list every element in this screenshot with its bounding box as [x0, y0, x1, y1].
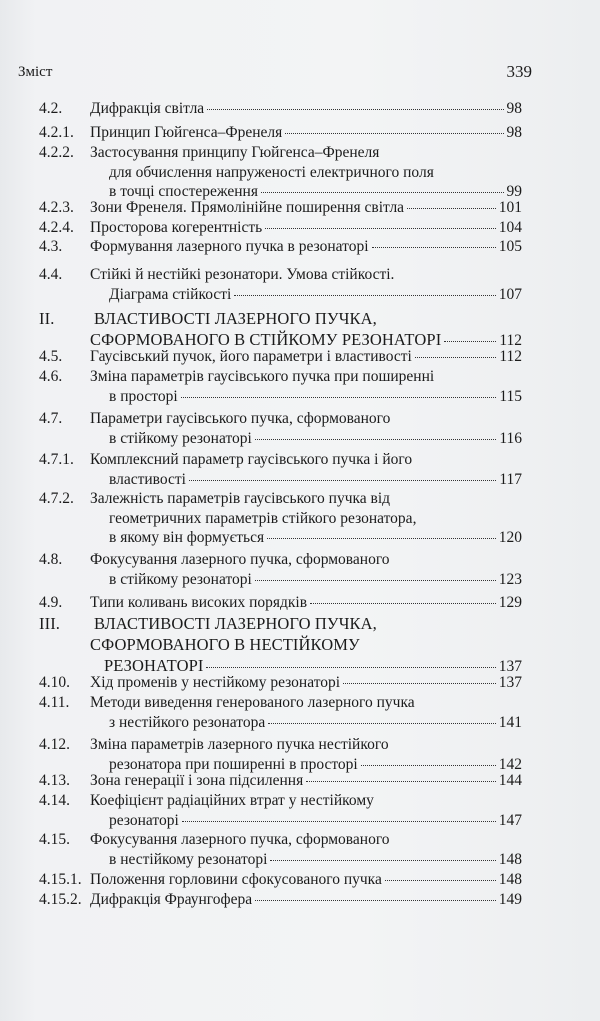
toc-entry-title-line: СФОРМОВАНОГО В НЕСТІЙКОМУ — [90, 635, 360, 654]
toc-entry-last-line — [90, 891, 522, 909]
toc-entry-title-line: Зона генерації і зона підсилення — [90, 772, 304, 789]
dot-leader — [343, 683, 496, 684]
toc-entry-title-line: Дифракція Фраунгофера — [90, 891, 253, 908]
dot-leader — [182, 821, 496, 822]
toc-entry-title-line: Фокусування лазерного пучка, сформованого — [90, 831, 390, 848]
toc-entry-page: 105 — [498, 238, 522, 255]
toc-entry-page: 137 — [498, 674, 522, 691]
toc-entry-page: 115 — [499, 387, 522, 405]
toc-entry-title-line: Зміна параметрів гаусівського пучка при поширенні — [90, 368, 435, 385]
toc-entry-title-line: Типи коливань високих порядків — [90, 594, 308, 611]
toc-entry-page: 148 — [498, 850, 522, 868]
toc-entry-title-line: Застосування принципу Гюйгенса–Френеля — [90, 144, 380, 161]
toc-entry-page: 147 — [498, 811, 522, 829]
toc-entry-number: 4.7.2. — [39, 490, 74, 507]
toc-entry-number: 4.14. — [39, 792, 70, 809]
toc-entry-title-line: Формування лазерного пучка в резонаторі — [90, 238, 369, 255]
toc-entry-last-line — [109, 388, 522, 406]
toc-entry-last-line — [109, 714, 522, 732]
toc-entry-number: II. — [39, 309, 55, 328]
dot-leader — [181, 397, 497, 398]
dot-leader — [189, 480, 496, 481]
dot-leader — [415, 357, 496, 358]
toc-entry-number: 4.6. — [39, 368, 63, 385]
toc-entry-last-line — [90, 594, 522, 612]
toc-entry-page: 120 — [498, 529, 522, 547]
toc-entry-title-line: геометричних параметрів стійкого резонатора, — [109, 509, 417, 527]
toc-entry-title-line: СФОРМОВАНОГО В СТІЙКОМУ РЕЗОНАТОРІ — [90, 330, 442, 349]
toc-entry-title-line: Дифракція світла — [90, 100, 205, 117]
toc-entry-title-line: Залежність параметрів гаусівського пучка від — [90, 490, 391, 507]
toc-entry-title-line: Положення горловини сфокусованого пучка — [90, 871, 382, 888]
toc-entry-last-line — [90, 219, 522, 237]
dot-leader — [268, 723, 496, 724]
dot-leader — [255, 580, 496, 581]
toc-entry-title-line: Параметри гаусівського пучка, сформованого — [90, 410, 391, 427]
toc-entry-last-line — [90, 330, 522, 350]
toc-entry-last-line — [109, 851, 522, 869]
toc-entry-page: 107 — [498, 285, 522, 303]
toc-entry-page: 99 — [506, 183, 522, 201]
toc-entry-title-line: з нестійкого резонатора — [109, 713, 266, 731]
toc-entry-page: 116 — [499, 429, 522, 447]
toc-entry-title-line: Зміна параметрів лазерного пучка нестійкого — [90, 736, 389, 753]
page-number: 339 — [506, 62, 532, 81]
toc-entry-page: 137 — [498, 658, 522, 675]
dot-leader — [372, 247, 496, 248]
toc-entry-title-line: Коефіцієнт радіаційних втрат у нестійкому — [90, 792, 374, 809]
toc-entry-last-line — [90, 348, 522, 366]
toc-entry-last-line — [90, 674, 522, 692]
toc-entry-title-line: резонатора при поширенні в просторі — [109, 755, 358, 773]
toc-entry-page: 142 — [498, 755, 522, 773]
toc-entry-title-line: Стійкі й нестійкі резонатори. Умова стійкості. — [90, 266, 395, 283]
toc-entry-title-line: Просторова когерентність — [90, 219, 263, 236]
toc-entry-title-line: в нестійкому резонаторі — [109, 850, 268, 868]
toc-entry-last-line — [90, 124, 522, 142]
section-title: Зміст — [18, 64, 53, 80]
toc-entry-title-line: ВЛАСТИВОСТІ ЛАЗЕРНОГО ПУЧКА, — [94, 614, 377, 633]
toc-entry-title-line: Гаусівський пучок, його параметри і властивості — [90, 348, 412, 365]
dot-leader — [444, 341, 496, 342]
toc-entry-page: 144 — [498, 772, 522, 789]
toc-entry-page: 98 — [506, 100, 522, 117]
toc-entry-number: III. — [39, 614, 61, 633]
dot-leader — [385, 880, 496, 881]
toc-entry-title-line: в стійкому резонаторі — [109, 570, 252, 588]
toc-entry-number: 4.2.1. — [39, 124, 74, 141]
dot-leader — [306, 781, 496, 782]
toc-entry-page: 101 — [498, 199, 522, 216]
toc-entry-last-line — [104, 656, 522, 676]
toc-entry-number: 4.10. — [39, 674, 70, 691]
toc-entry-number: 4.15.2. — [39, 891, 82, 908]
toc-entry-title-line: Діаграма стійкості — [109, 285, 232, 303]
toc-entry-page: 148 — [498, 871, 522, 888]
toc-entry-number: 4.9. — [39, 594, 63, 611]
toc-entry-last-line — [90, 238, 522, 256]
toc-entry-last-line — [109, 471, 522, 489]
toc-entry-last-line — [109, 756, 522, 774]
toc-entry-title-line: ВЛАСТИВОСТІ ЛАЗЕРНОГО ПУЧКА, — [94, 309, 377, 328]
toc-entry-page: 123 — [498, 570, 522, 588]
toc-entry-last-line — [90, 100, 522, 118]
toc-entry-last-line — [90, 871, 522, 889]
toc-entry-title-line: Методи виведення генерованого лазерного пучка — [90, 694, 415, 711]
toc-entry-number: 4.11. — [39, 694, 70, 711]
toc-entry-number: 4.15.1. — [39, 871, 82, 888]
dot-leader — [310, 603, 496, 604]
toc-entry-number: 4.15. — [39, 831, 70, 848]
toc-entry-page: 117 — [499, 470, 522, 488]
toc-entry-title-line: Принцип Гюйгенса–Френеля — [90, 124, 283, 141]
toc-entry-page: 141 — [498, 713, 522, 731]
toc-entry-title-line: Хід променів у нестійкому резонаторі — [90, 674, 341, 691]
toc-entry-title-line: резонаторі — [109, 811, 179, 829]
dot-leader — [267, 538, 496, 539]
toc-entry-number: 4.7. — [39, 410, 63, 427]
toc-entry-number: 4.2.4. — [39, 219, 74, 236]
toc-entry-number: 4.5. — [39, 348, 63, 365]
dot-leader — [270, 860, 495, 861]
toc-entry-number: 4.2.2. — [39, 144, 74, 161]
dot-leader — [407, 208, 496, 209]
dot-leader — [206, 667, 495, 668]
toc-entry-title-line: властивості — [109, 470, 186, 488]
toc-entry-title-line: в стійкому резонаторі — [109, 429, 252, 447]
toc-entry-number: 4.3. — [39, 238, 63, 255]
toc-entry-page: 98 — [506, 124, 522, 141]
toc-entry-page: 112 — [499, 348, 522, 365]
dot-leader — [261, 192, 504, 193]
toc-entry-number: 4.2.3. — [39, 199, 74, 216]
toc-entry-page: 129 — [498, 594, 522, 611]
toc-entry-title-line: Фокусування лазерного пучка, сформованого — [90, 551, 390, 568]
dot-leader — [285, 133, 503, 134]
toc-entry-page: 149 — [498, 891, 522, 908]
dot-leader — [255, 439, 496, 440]
toc-entry-number: 4.7.1. — [39, 451, 74, 468]
toc-entry-number: 4.4. — [39, 266, 63, 283]
dot-leader — [207, 109, 503, 110]
toc-entry-last-line — [90, 772, 522, 790]
toc-entry-last-line — [109, 430, 522, 448]
toc-entry-number: 4.2. — [39, 100, 63, 117]
toc-entry-title-line: Комплексний параметр гаусівського пучка і його — [90, 451, 413, 468]
toc-entry-title-line: РЕЗОНАТОРІ — [104, 656, 204, 675]
toc-entry-last-line — [109, 529, 522, 547]
toc-entry-last-line — [109, 812, 522, 830]
dot-leader — [361, 765, 496, 766]
dot-leader — [234, 295, 495, 296]
toc-entry-title-line: Зони Френеля. Прямолінійне поширення світла — [90, 199, 405, 216]
toc-entry-last-line — [109, 286, 522, 304]
toc-entry-number: 4.12. — [39, 736, 70, 753]
toc-entry-title-line: в якому він формується — [109, 529, 265, 547]
dot-leader — [255, 900, 496, 901]
toc-entry-last-line — [90, 199, 522, 217]
toc-entry-page: 104 — [498, 219, 522, 236]
toc-entry-title-line: в точці спостереження — [109, 183, 258, 201]
toc-entry-last-line — [109, 571, 522, 589]
toc-entry-number: 4.8. — [39, 551, 63, 568]
toc-entry-page: 112 — [499, 332, 522, 349]
toc-entry-number: 4.13. — [39, 772, 70, 789]
toc-entry-title-line: в просторі — [109, 387, 178, 405]
toc-entry-title-line: для обчислення напруженості електричного поля — [109, 163, 434, 181]
dot-leader — [265, 228, 496, 229]
